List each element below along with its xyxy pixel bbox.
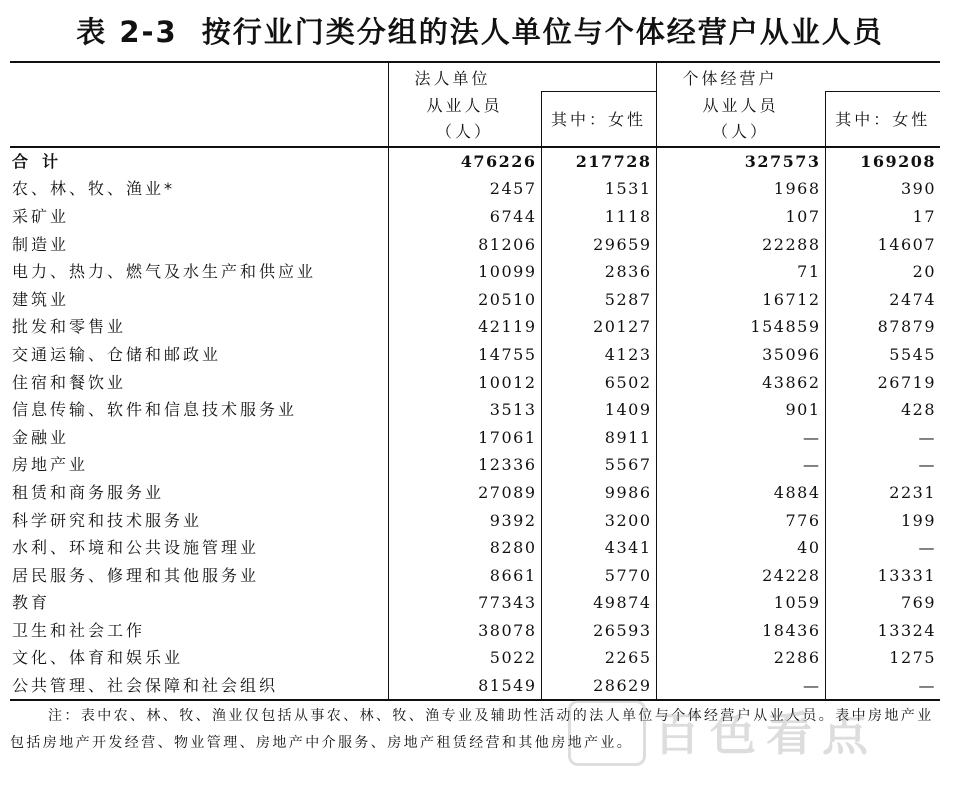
table-row [10, 451, 940, 479]
indiv-female-cell: 17 [825, 203, 940, 231]
indiv-female-cell: 169208 [825, 148, 940, 176]
header-indiv-female: 其中：女性 [825, 92, 940, 147]
indiv-female-cell: 26719 [825, 368, 940, 396]
legal-female-cell: 6502 [541, 368, 656, 396]
industry-cell: 采矿业 [12, 206, 70, 226]
industry-cell: 科学研究和技术服务业 [12, 510, 203, 530]
indiv-employees-cell: 18436 [656, 617, 825, 645]
legal-female-cell: 1409 [541, 396, 656, 424]
indiv-employees-cell: 4884 [656, 479, 825, 507]
industry-cell: 批发和零售业 [12, 317, 127, 337]
legal-employees-cell: 14755 [388, 341, 541, 369]
table-row [10, 341, 940, 369]
note-label: 注： [48, 708, 81, 724]
table-title-text: 按行业门类分组的法人单位与个体经营户从业人员 [201, 15, 884, 49]
indiv-female-cell: 428 [825, 396, 940, 424]
industry-cell: 交通运输、仓储和邮政业 [12, 344, 222, 364]
indiv-female-cell: 13331 [825, 561, 940, 589]
legal-employees-cell: 5022 [388, 644, 541, 672]
table-row [10, 672, 940, 701]
industry-cell: 教育 [12, 593, 51, 613]
industry-cell: 建筑业 [12, 289, 70, 309]
legal-employees-cell: 27089 [388, 479, 541, 507]
indiv-employees-cell: 776 [656, 506, 825, 534]
legal-female-cell: 5287 [541, 285, 656, 313]
legal-female-cell: 2836 [541, 258, 656, 286]
indiv-female-cell: 2474 [825, 285, 940, 313]
legal-female-cell: 5567 [541, 451, 656, 479]
industry-cell: 租赁和商务服务业 [12, 482, 165, 502]
industry-cell: 住宿和餐饮业 [12, 372, 127, 392]
header-indiv-group: 个体经营户 [656, 62, 940, 92]
table-row [10, 230, 940, 258]
legal-employees-cell: 10099 [388, 258, 541, 286]
table-row [10, 313, 940, 341]
indiv-employees-cell: — [656, 451, 825, 479]
legal-employees-cell: 81206 [388, 230, 541, 258]
legal-employees-cell: 476226 [388, 148, 541, 176]
table-row [10, 561, 940, 589]
legal-female-cell: 2265 [541, 644, 656, 672]
legal-female-cell: 9986 [541, 479, 656, 507]
watermark-text: 百色看点 [654, 707, 878, 761]
industry-cell: 电力、热力、燃气及水生产和供应业 [12, 262, 317, 282]
legal-female-cell: 4341 [541, 534, 656, 562]
indiv-female-cell: 769 [825, 589, 940, 617]
employment-table [10, 61, 940, 701]
industry-cell: 信息传输、软件和信息技术服务业 [12, 400, 298, 420]
header-legal-employees-label: 从业人员 [426, 95, 503, 115]
legal-female-cell: 49874 [541, 589, 656, 617]
indiv-female-cell: — [825, 672, 940, 701]
indiv-female-cell: 390 [825, 175, 940, 203]
indiv-female-cell: 13324 [825, 617, 940, 645]
legal-female-cell: 1118 [541, 203, 656, 231]
table-title [0, 10, 960, 51]
legal-employees-cell: 3513 [388, 396, 541, 424]
industry-cell: 公共管理、社会保障和社会组织 [10, 672, 388, 701]
industry-cell: 房地产业 [12, 455, 89, 475]
indiv-employees-cell: 40 [656, 534, 825, 562]
indiv-female-cell: 1275 [825, 644, 940, 672]
table-header [10, 62, 940, 148]
table-row [10, 203, 940, 231]
legal-female-cell: 29659 [541, 230, 656, 258]
indiv-employees-cell: 24228 [656, 561, 825, 589]
indiv-employees-cell: — [656, 423, 825, 451]
legal-employees-cell: 2457 [388, 175, 541, 203]
industry-cell: 居民服务、修理和其他服务业 [12, 565, 260, 585]
table-row [10, 368, 940, 396]
legal-employees-cell: 9392 [388, 506, 541, 534]
indiv-employees-cell: 154859 [656, 313, 825, 341]
industry-cell: 合计 [12, 151, 73, 171]
indiv-employees-cell: 35096 [656, 341, 825, 369]
header-legal-group: 法人单位 [388, 62, 656, 92]
indiv-female-cell: — [825, 423, 940, 451]
header-industry [10, 62, 388, 147]
legal-female-cell: 217728 [541, 148, 656, 176]
legal-employees-cell: 77343 [388, 589, 541, 617]
total-row [10, 148, 940, 176]
legal-employees-cell: 6744 [388, 203, 541, 231]
legal-female-cell: 26593 [541, 617, 656, 645]
indiv-female-cell: 87879 [825, 313, 940, 341]
legal-female-cell: 20127 [541, 313, 656, 341]
table-row [10, 534, 940, 562]
indiv-employees-cell: 1059 [656, 589, 825, 617]
legal-employees-cell: 38078 [388, 617, 541, 645]
table-number: 表 2-3 [76, 15, 178, 49]
header-indiv-unit: （人） [711, 121, 769, 141]
table-row [10, 423, 940, 451]
header-legal-female: 其中：女性 [541, 92, 656, 147]
indiv-female-cell: 199 [825, 506, 940, 534]
indiv-female-cell: — [825, 451, 940, 479]
indiv-female-cell: 5545 [825, 341, 940, 369]
header-legal-employees [388, 92, 541, 147]
indiv-employees-cell: 16712 [656, 285, 825, 313]
legal-employees-cell: 17061 [388, 423, 541, 451]
legal-female-cell: 5770 [541, 561, 656, 589]
indiv-employees-cell: 71 [656, 258, 825, 286]
industry-cell: 农、林、牧、渔业* [12, 179, 176, 199]
note-text: 表中农、林、牧、渔业仅包括从事农、林、牧、渔专业及辅助性活动的法人单位与个体经营户从业人员。表中房地产业包括房地产开发经营、物业管理、房地产中介服务、房地产租赁经营和其他房地产业。 [10, 708, 934, 751]
indiv-female-cell: 14607 [825, 230, 940, 258]
legal-female-cell: 8911 [541, 423, 656, 451]
table-row [10, 175, 940, 203]
industry-cell: 文化、体育和娱乐业 [12, 648, 184, 668]
legal-employees-cell: 8661 [388, 561, 541, 589]
table-row [10, 479, 940, 507]
table-row [10, 285, 940, 313]
industry-cell: 卫生和社会工作 [12, 620, 146, 640]
indiv-employees-cell: 2286 [656, 644, 825, 672]
legal-employees-cell: 42119 [388, 313, 541, 341]
indiv-female-cell: — [825, 534, 940, 562]
legal-employees-cell: 20510 [388, 285, 541, 313]
header-legal-unit: （人） [435, 121, 493, 141]
table-row [10, 617, 940, 645]
table-note [10, 703, 940, 757]
industry-cell: 制造业 [12, 234, 70, 254]
legal-employees-cell: 12336 [388, 451, 541, 479]
indiv-employees-cell: 107 [656, 203, 825, 231]
legal-employees-cell: 10012 [388, 368, 541, 396]
table-row [10, 644, 940, 672]
industry-cell: 水利、环境和公共设施管理业 [12, 538, 260, 558]
table-row [10, 258, 940, 286]
indiv-employees-cell: 22288 [656, 230, 825, 258]
legal-employees-cell: 8280 [388, 534, 541, 562]
indiv-employees-cell: 901 [656, 396, 825, 424]
header-indiv-employees [656, 92, 825, 147]
indiv-employees-cell: 327573 [656, 148, 825, 176]
industry-cell: 金融业 [12, 427, 70, 447]
indiv-employees-cell: — [656, 672, 825, 701]
indiv-employees-cell: 1968 [656, 175, 825, 203]
legal-employees-cell: 81549 [388, 672, 541, 701]
indiv-employees-cell: 43862 [656, 368, 825, 396]
legal-female-cell: 3200 [541, 506, 656, 534]
table-body [10, 148, 940, 701]
indiv-female-cell: 20 [825, 258, 940, 286]
table-row [10, 506, 940, 534]
header-indiv-employees-label: 从业人员 [702, 95, 779, 115]
table-row [10, 589, 940, 617]
indiv-female-cell: 2231 [825, 479, 940, 507]
table-row [10, 396, 940, 424]
legal-female-cell: 28629 [541, 672, 656, 701]
legal-female-cell: 1531 [541, 175, 656, 203]
legal-female-cell: 4123 [541, 341, 656, 369]
